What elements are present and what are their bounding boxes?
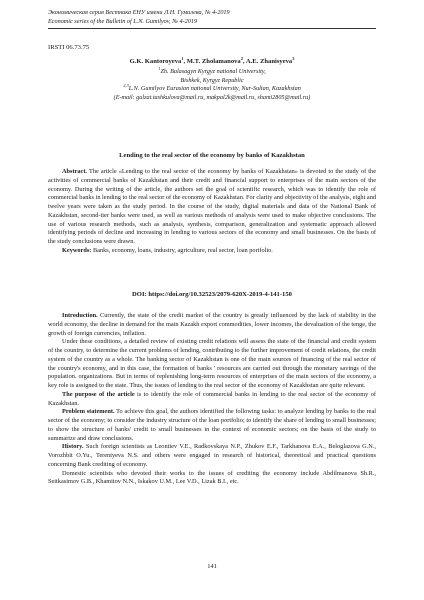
affiliation-2-sup: 2,3 [123, 83, 129, 89]
doi-link[interactable]: DOI: https://doi.org/10.32523/2079-620X-2019-4-141-150 [132, 291, 292, 298]
affiliation-1-sup: 1 [158, 65, 161, 71]
affiliations [48, 65, 376, 102]
author-2: , M.T. Zholamanova [183, 58, 241, 65]
body-paragraph-2: Under these conditions, a detailed review of existing credit relations will assess the state of the financial and credit system of the country, to determine the current problems of lending, contributing to the further improvement of credit relations, the credit system of the country as a whole. The banking sector of Kazakhstan is one of the main sources of financing of the real sector of the country's economy, and in this case, the formation of banks ' resources are carried out through the monetary savings of the population. organizations. But in terms of replenishing long-term resources of enterprises of the main sectors of the economy, a key role is assigned to the state. Thus, the issues of lending to the real sector of the economy of Kazakhstan are quite relevant. [48, 338, 376, 389]
author-3: , A.E. Zhanisyeva [242, 58, 293, 65]
intro-label: Introduction. [62, 312, 98, 319]
purpose-label: The purpose of the article [62, 390, 135, 398]
history-paragraph [48, 443, 376, 469]
journal-header-line-2: Economic series of the Bulletin of L.N. Gumilyov, № 4-2019 [48, 18, 198, 25]
journal-header-line-1: Экономическая серия Вестника ЕНУ имени Л.Н. Гумилева, № 4-2019 [48, 9, 230, 16]
author-1-sup: 1 [181, 55, 184, 61]
intro-paragraph [48, 312, 376, 338]
main-body [48, 312, 376, 487]
affiliation-1-city: Bishkek, Kyrgyz Republic [180, 76, 244, 84]
history-label: History. [62, 443, 84, 451]
problem-paragraph [48, 408, 376, 443]
abstract-section [48, 168, 376, 256]
keywords-text: Banks, economy, loans, industry, agriculture, real sector, loan portfolio. [91, 246, 273, 254]
header-divider [48, 28, 376, 29]
author-emails: (E-mail: gulzat.tashkulova@mail.ru, makpal2k@mail.ru, shami2805@mail.ru) [113, 93, 311, 101]
problem-text: To achieve this goal, the authors identified the following tasks: to analyze lending by banks to the real sector of the economy; to consider the industry structure of the loan portfolio; to identify the share of lending to small businesses; to show the structure of banks' credit to small businesses in the context of economic sectors; on the basis of the study to summarize and draw conclusions. [48, 408, 376, 442]
keywords-paragraph [48, 247, 376, 256]
article-title: Lending to the real sector of the economy by banks of Kazakhstan [119, 152, 305, 159]
history-text: Such foreign scientists as Leontiev V.E., Radkovskaya N.P., Zhukov E.F., Tarkhanova E.A., Beloglazova G.N., Vorozhbit O.Yu., Terentyeva N.S. and others were engaged in research of historical, theoretical and practical questions concerning Bank crediting of economy. [48, 443, 376, 468]
intro-text: Currently, the state of the credit market of the country is greatly influenced by the lack of stability in the world economy, the decline in demand for the main Kazakh export commodities, lower incomes, the devaluation of the tenge, the growth of foreign currencies, inflation. [48, 312, 376, 337]
domestic-paragraph: Domestic scientists who devoted their works to the issues of crediting the economy include Abdilmanova Sh.R., Seitkasimov G.B., Khamitov N.N., Iskakov U.M., Lee V.D., Lizak B.I., etc. [48, 469, 376, 486]
purpose-text: is to identify the role of commercial banks in lending to the real sector of the economy of Kazakhstan. [48, 390, 376, 407]
irsti-code: IRSTI 06.73.75 [48, 44, 90, 51]
author-list [48, 55, 376, 65]
keywords-label: Keywords: [62, 246, 92, 254]
author-3-sup: 3 [292, 55, 295, 61]
affiliation-2 [48, 85, 376, 94]
abstract-label: Abstract. [62, 168, 88, 175]
problem-label: Problem statement. [62, 408, 115, 416]
abstract-paragraph [48, 168, 376, 247]
affiliation-2-name: L.N. Gumilyov Eurasian national University, Nur-Sultan, Kazakhstan [128, 85, 301, 93]
affiliation-1-name: Zh. Balasagyn Kyrgyz national University, [160, 68, 266, 75]
journal-header [48, 8, 376, 26]
purpose-paragraph [48, 391, 376, 409]
affiliation-1 [48, 65, 376, 77]
abstract-text: The article «Lending to the real sector of the economy by banks of Kazakhstan» is devoted to the study of the activities of commercial banks of Kazakhstan and their credit and financial support to enterprises of the main sectors of the economy. During the writing of the article, the authors set the goal of scientific research, which was to identify the role of commercial banks in lending to the real sector of the economy of Kazakhstan. For clarity and objectivity of the analysis, eight and twelve years were taken as the study period. In the course of the study, digital materials and data of the National Bank of Kazakhstan, second-tier banks were used, as well as various methods of analysis were used to make objective conclusions. The use of various research methods, such as analysis, synthesis, comparison, generalization and systematic approach allowed identifying periods of decline and increasing in lending to various sectors of the economy and small businesses. On the basis of the study conclusions were drawn. [48, 168, 376, 245]
page-number: 141 [207, 563, 217, 570]
author-1: G.K. Kantoroyeva [129, 58, 182, 65]
author-2-sup: 2 [240, 55, 243, 61]
